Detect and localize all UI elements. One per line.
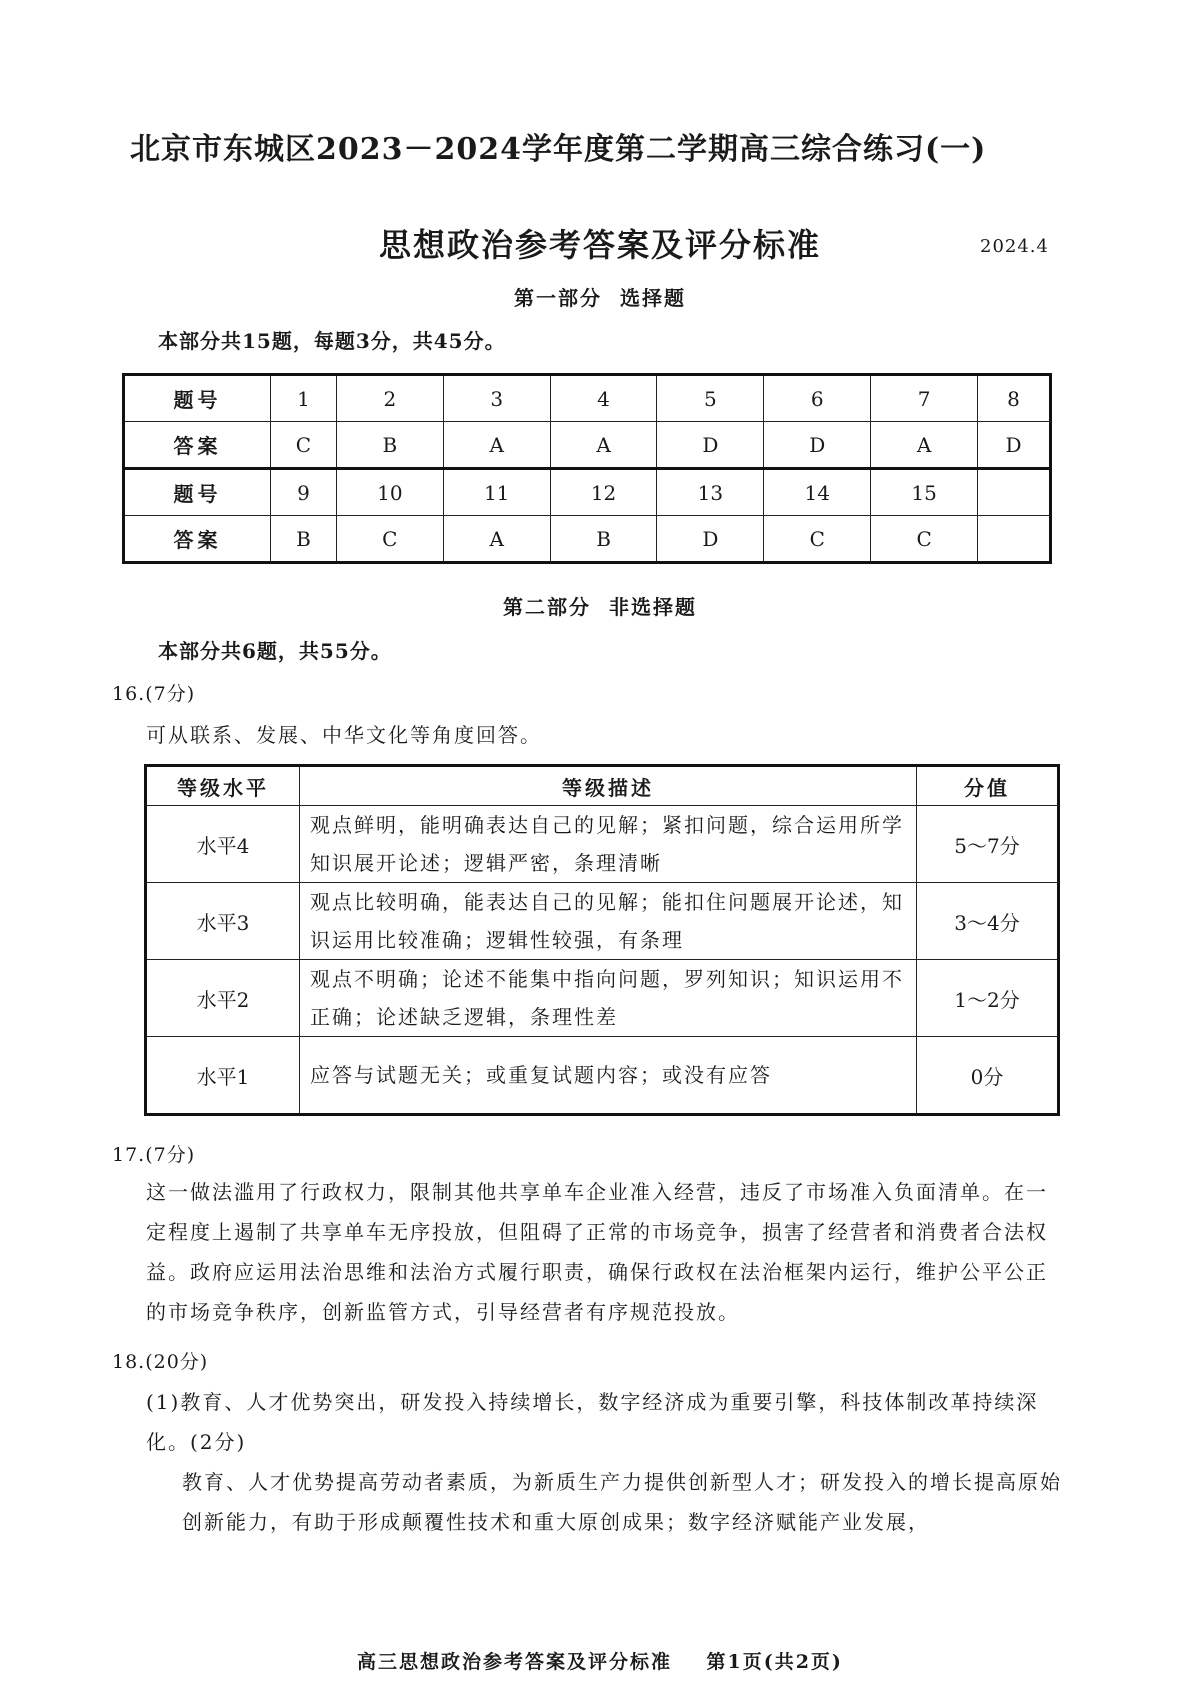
table-cell: A: [443, 516, 550, 563]
table-cell: A: [550, 422, 657, 469]
table-row: [146, 960, 1059, 1037]
part1-note: 本部分共15题，每题3分，共45分。: [158, 329, 506, 353]
question-16-intro: 可从联系、发展、中华文化等角度回答。: [146, 723, 542, 747]
description-cell: 应答与试题无关；或重复试题内容；或没有应答: [300, 1037, 917, 1115]
table-cell: 2: [336, 375, 443, 422]
item-detail: 教育、人才优势提高劳动者素质，为新质生产力提供创新型人才；研发投入的增长提高原始创新能力，有助于形成颠覆性技术和重大原创成果；数字经济赋能产业发展，: [182, 1470, 1062, 1534]
question-17-answer: 这一做法滥用了行政权力，限制其他共享单车企业准入经营，违反了市场准入负面清单。在一定程度上遏制了共享单车无序投放，但阻碍了正常的市场竞争，损害了经营者和消费者合法权益。政府应运用法治思维和法治方式履行职责，确保行政权在法治框架内运行，维护公平公正的市场竞争秩序，创新监管方式，引导经营者有序规范投放。: [146, 1180, 1048, 1324]
table-row: [146, 1037, 1059, 1115]
sub-title: 思想政治参考答案及评分标准: [378, 226, 821, 264]
page-footer: 高三思想政治参考答案及评分标准 第1页(共2页): [357, 1651, 843, 1673]
row-label: 答案: [124, 516, 271, 563]
table-cell: C: [271, 422, 337, 469]
grading-level-table: [144, 764, 1060, 1116]
table-cell: 3: [443, 375, 550, 422]
level-cell: 水平1: [146, 1037, 300, 1115]
answer-table: [122, 373, 1052, 564]
table-header-row: [146, 766, 1059, 806]
table-cell: D: [978, 422, 1051, 469]
column-header: 分值: [917, 766, 1059, 806]
level-cell: 水平2: [146, 960, 300, 1037]
table-cell: 1: [271, 375, 337, 422]
table-cell: D: [764, 422, 871, 469]
table-cell: 7: [871, 375, 978, 422]
part1-title: 第一部分 选择题: [514, 286, 686, 310]
table-cell: 13: [657, 469, 764, 516]
item-label: (1): [146, 1390, 181, 1414]
row-label: 答案: [124, 422, 271, 469]
table-cell: 6: [764, 375, 871, 422]
table-cell: B: [336, 422, 443, 469]
table-cell: D: [657, 516, 764, 563]
main-title: 北京市东城区2023－2024学年度第二学期高三综合练习(一): [130, 132, 987, 167]
table-cell: 10: [336, 469, 443, 516]
description-cell: 观点比较明确，能表达自己的见解；能扣住问题展开论述，知识运用比较准确；逻辑性较强，有条理: [300, 883, 917, 960]
question-18-item-1: [146, 1382, 1066, 1542]
date: 2024.4: [980, 236, 1049, 257]
score-cell: 0分: [917, 1037, 1059, 1115]
table-cell: 4: [550, 375, 657, 422]
table-cell: C: [336, 516, 443, 563]
score-cell: 1～2分: [917, 960, 1059, 1037]
table-cell: 11: [443, 469, 550, 516]
table-row: [124, 469, 1051, 516]
row-label: 题号: [124, 469, 271, 516]
table-cell: 9: [271, 469, 337, 516]
table-cell: A: [443, 422, 550, 469]
table-cell: 5: [657, 375, 764, 422]
table-cell: B: [271, 516, 337, 563]
table-cell: D: [657, 422, 764, 469]
table-cell: 12: [550, 469, 657, 516]
table-row: [124, 422, 1051, 469]
question-16-heading: 16.(7分): [112, 683, 196, 705]
description-cell: 观点鲜明，能明确表达自己的见解；紧扣问题，综合运用所学知识展开论述；逻辑严密，条理清晰: [300, 806, 917, 883]
description-cell: 观点不明确；论述不能集中指向问题，罗列知识；知识运用不正确；论述缺乏逻辑，条理性差: [300, 960, 917, 1037]
part2-title: 第二部分 非选择题: [503, 595, 697, 619]
score-cell: 5～7分: [917, 806, 1059, 883]
table-cell: 15: [871, 469, 978, 516]
table-row: [146, 883, 1059, 960]
table-cell: 8: [978, 375, 1051, 422]
column-header: 等级描述: [300, 766, 917, 806]
level-cell: 水平4: [146, 806, 300, 883]
row-label: 题号: [124, 375, 271, 422]
table-cell: 14: [764, 469, 871, 516]
question-18-heading: 18.(20分): [112, 1351, 209, 1373]
table-row: [146, 806, 1059, 883]
table-row: [124, 375, 1051, 422]
question-17-heading: 17.(7分): [112, 1144, 196, 1166]
level-cell: 水平3: [146, 883, 300, 960]
table-cell: C: [764, 516, 871, 563]
table-cell: [978, 469, 1051, 516]
table-cell: [978, 516, 1051, 563]
item-answer: 教育、人才优势突出，研发投入持续增长，数字经济成为重要引擎，科技体制改革持续深化。(2分): [146, 1390, 1039, 1454]
table-cell: B: [550, 516, 657, 563]
column-header: 等级水平: [146, 766, 300, 806]
table-cell: C: [871, 516, 978, 563]
score-cell: 3～4分: [917, 883, 1059, 960]
table-row: [124, 516, 1051, 563]
table-cell: A: [871, 422, 978, 469]
part2-note: 本部分共6题，共55分。: [158, 639, 392, 663]
